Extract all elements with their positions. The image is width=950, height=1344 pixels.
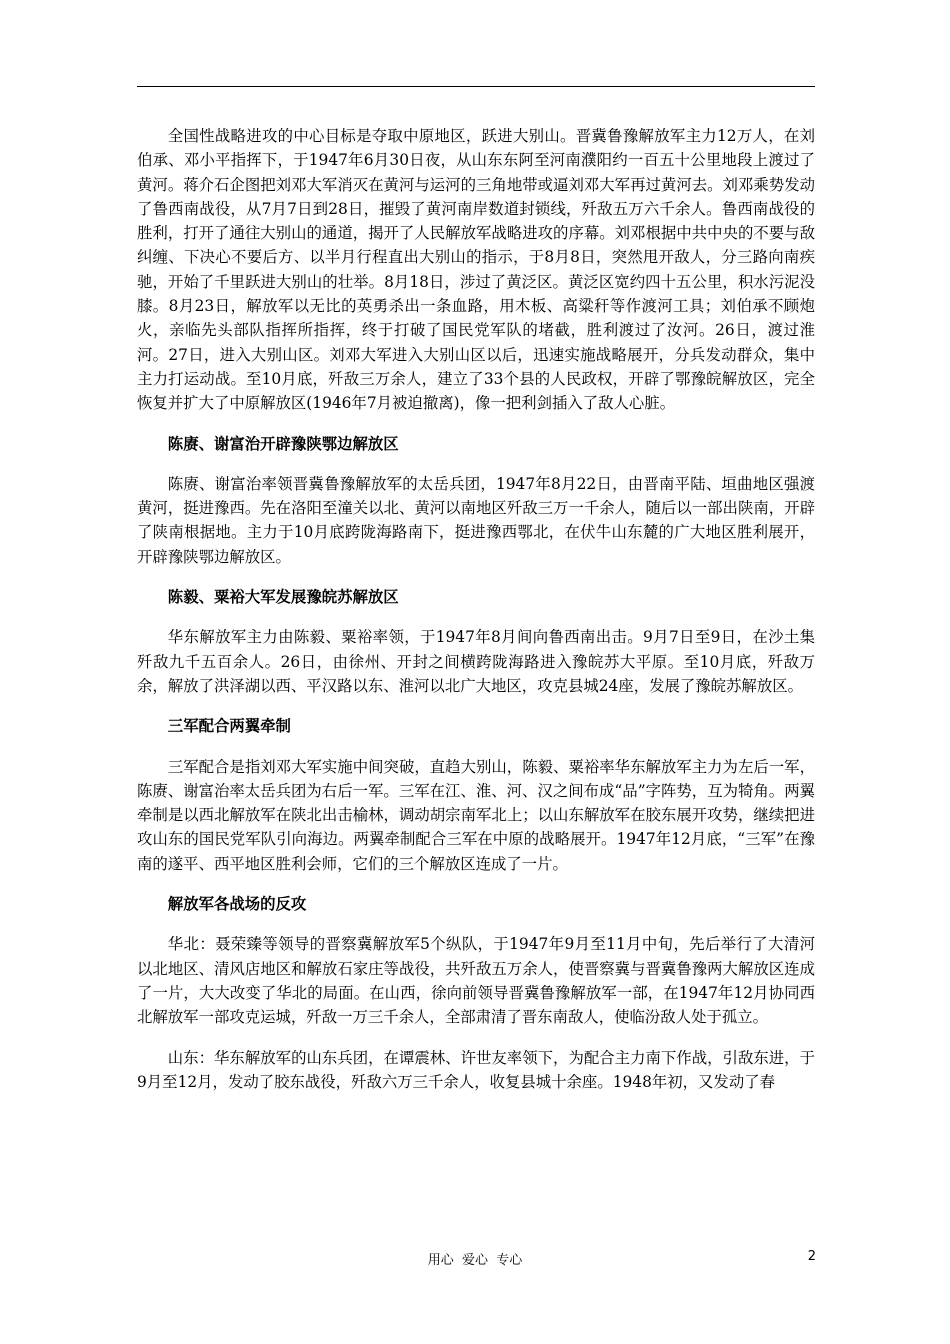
page-number: 2 — [807, 1249, 816, 1264]
document-body — [137, 124, 815, 1110]
section-heading-chen-geng: 陈赓、谢富治开辟豫陕鄂边解放区 — [167, 434, 399, 453]
section-heading-chen-yi: 陈毅、粟裕大军发展豫皖苏解放区 — [167, 588, 399, 607]
paragraph-three-armies: 三军配合是指刘邓大军实施中间突破，直趋大别山，陈毅、粟裕率华东解放军主力为左后一军，陈赓、谢富治率太岳兵团为右后一军。三军在江、淮、河、汉之间布成“品”字阵势，互为犄角。两翼牵制是以西北解放军在陕北出击榆林，调动胡宗南军北上；以山东解放军在胶东展开攻势，继续把进攻山东的国民党军队引向海边。两翼牵制配合三军在中原的战略展开。1947年12月底，“三军”在豫南的遂平、西平地区胜利会师，它们的三个解放区连成了一片。 — [137, 757, 815, 873]
paragraph-north-china: 华北：聂荣臻等领导的晋察冀解放军5个纵队，于1947年9月至11月中旬，先后举行了大清河以北地区、清风店地区和解放石家庄等战役，共歼敌五万余人，使晋察冀与晋冀鲁豫两大解放区连成了一片，大大改变了华北的局面。在山西，徐向前领导晋冀鲁豫解放军一部，在1947年12月协同西北解放军一部攻克运城，歼敌一万三千余人，全部肃清了晋东南敌人，使临汾敌人处于孤立。 — [137, 935, 815, 1027]
section-heading-three-armies: 三军配合两翼牵制 — [167, 717, 291, 736]
section-heading-counteroffensive: 解放军各战场的反攻 — [167, 895, 307, 914]
paragraph-chen-geng: 陈赓、谢富治率领晋冀鲁豫解放军的太岳兵团，1947年8月22日，由晋南平陆、垣曲地区强渡黄河，挺进豫西。先在洛阳至潼关以北、黄河以南地区歼敌三万一千余人，随后以一部出陕南，开辟了陕南根据地。主力于10月底跨陇海路南下，挺进豫西鄂北，在伏牛山东麓的广大地区胜利展开，开辟豫陕鄂边解放区。 — [137, 474, 815, 566]
paragraph-chen-yi: 华东解放军主力由陈毅、粟裕率领，于1947年8月间向鲁西南出击。9月7日至9日，在沙土集歼敌九千五百余人。26日，由徐州、开封之间横跨陇海路进入豫皖苏大平原。至10月底，歼敌万余，解放了洪泽湖以西、平汉路以东、淮河以北广大地区，攻克县城24座，发展了豫皖苏解放区。 — [137, 628, 815, 695]
footer-slogan: 用心 爱心 专心 — [427, 1253, 523, 1268]
paragraph-shandong: 山东：华东解放军的山东兵团，在谭震林、许世友率领下，为配合主力南下作战，引敌东进，于9月至12月，发动了胶东战役，歼敌六万三千余人，收复县城十余座。1948年初，又发动了春 — [137, 1048, 815, 1091]
header-rule — [137, 86, 815, 87]
paragraph-strategic-offensive: 全国性战略进攻的中心目标是夺取中原地区，跃进大别山。晋冀鲁豫解放军主力12万人，在刘伯承、邓小平指挥下，于1947年6月30日夜，从山东东阿至河南濮阳约一百五十公里地段上渡过了黄河。蒋介石企图把刘邓大军消灭在黄河与运河的三角地带或逼刘邓大军再过黄河去。刘邓乘势发动了鲁西南战役，从7月7日到28日，摧毁了黄河南岸数道封锁线，歼敌五万六千余人。鲁西南战役的胜利，打开了通往大别山的通道，揭开了人民解放军战略进攻的序幕。刘邓根据中共中央的不要与敌纠缠、下决心不要后方、以半月行程直出大别山的指示，于8月8日，突然甩开敌人，分三路向南疾驰，开始了千里跃进大别山的壮举。8月18日，涉过了黄泛区。黄泛区宽约四十五公里，积水污泥没膝。8月23日，解放军以无比的英勇杀出一条血路，用木板、高粱秆等作渡河工具；刘伯承不顾炮火，亲临先头部队指挥所指挥，终于打破了国民党军队的堵截，胜利渡过了汝河。26日，渡过淮河。27日，进入大别山区。刘邓大军进入大别山区以后，迅速实施战略展开，分兵发动群众，集中主力打运动战。至10月底，歼敌三万余人，建立了33个县的人民政权，开辟了鄂豫皖解放区，完全恢复并扩大了中原解放区(1946年7月被迫撤离)，像一把利剑插入了敌人心脏。 — [137, 127, 815, 413]
